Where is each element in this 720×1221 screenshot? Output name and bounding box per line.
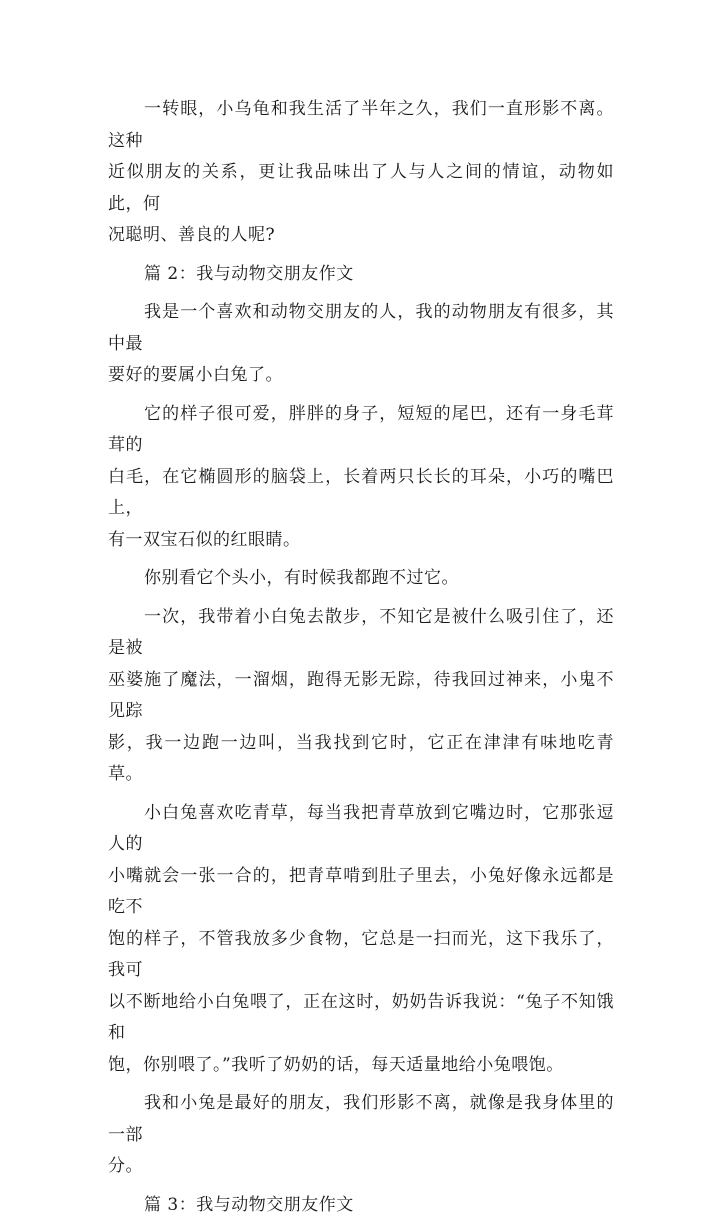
paragraph (108, 798, 614, 1082)
text-line: 我和小兔是最好的朋友，我们形影不离，就像是我身体里的一部 (108, 1088, 614, 1151)
paragraph (108, 602, 614, 791)
document-body (108, 94, 614, 1221)
text-line: 它的样子很可爱，胖胖的身子，短短的尾巴，还有一身毛茸茸的 (108, 399, 614, 462)
text-line: 白毛，在它椭圆形的脑袋上，长着两只长长的耳朵，小巧的嘴巴上， (108, 462, 614, 525)
section-heading: 篇 2：我与动物交朋友作文 (108, 259, 614, 291)
text-line: 以不断地给小白兔喂了，正在这时，奶奶告诉我说：“兔子不知饿和 (108, 987, 614, 1050)
text-line: 饱，你别喂了。”我听了奶奶的话，每天适量地给小兔喂饱。 (108, 1050, 614, 1082)
paragraph (108, 1088, 614, 1183)
text-line: 况聪明、善良的人呢? (108, 220, 614, 252)
section-heading: 篇 3：我与动物交朋友作文 (108, 1190, 614, 1221)
text-line: 饱的样子，不管我放多少食物，它总是一扫而光，这下我乐了，我可 (108, 924, 614, 987)
text-line: 一次，我带着小白兔去散步，不知它是被什么吸引住了，还是被 (108, 602, 614, 665)
text-line: 要好的要属小白兔了。 (108, 360, 614, 392)
text-line: 近似朋友的关系，更让我品味出了人与人之间的情谊，动物如此，何 (108, 157, 614, 220)
text-line: 有一双宝石似的红眼睛。 (108, 525, 614, 557)
text-line: 影，我一边跑一边叫，当我找到它时，它正在津津有味地吃青草。 (108, 728, 614, 791)
paragraph (108, 297, 614, 392)
text-line: 小嘴就会一张一合的，把青草啃到肚子里去，小兔好像永远都是吃不 (108, 861, 614, 924)
text-line: 一转眼，小乌龟和我生活了半年之久，我们一直形影不离。这种 (108, 94, 614, 157)
paragraph (108, 94, 614, 252)
text-line: 你别看它个头小，有时候我都跑不过它。 (108, 563, 614, 595)
text-line: 小白兔喜欢吃青草，每当我把青草放到它嘴边时，它那张逗人的 (108, 798, 614, 861)
text-line: 分。 (108, 1151, 614, 1183)
text-line: 巫婆施了魔法，一溜烟，跑得无影无踪，待我回过神来，小鬼不见踪 (108, 665, 614, 728)
text-line: 我是一个喜欢和动物交朋友的人，我的动物朋友有很多，其中最 (108, 297, 614, 360)
paragraph (108, 563, 614, 595)
paragraph (108, 399, 614, 557)
